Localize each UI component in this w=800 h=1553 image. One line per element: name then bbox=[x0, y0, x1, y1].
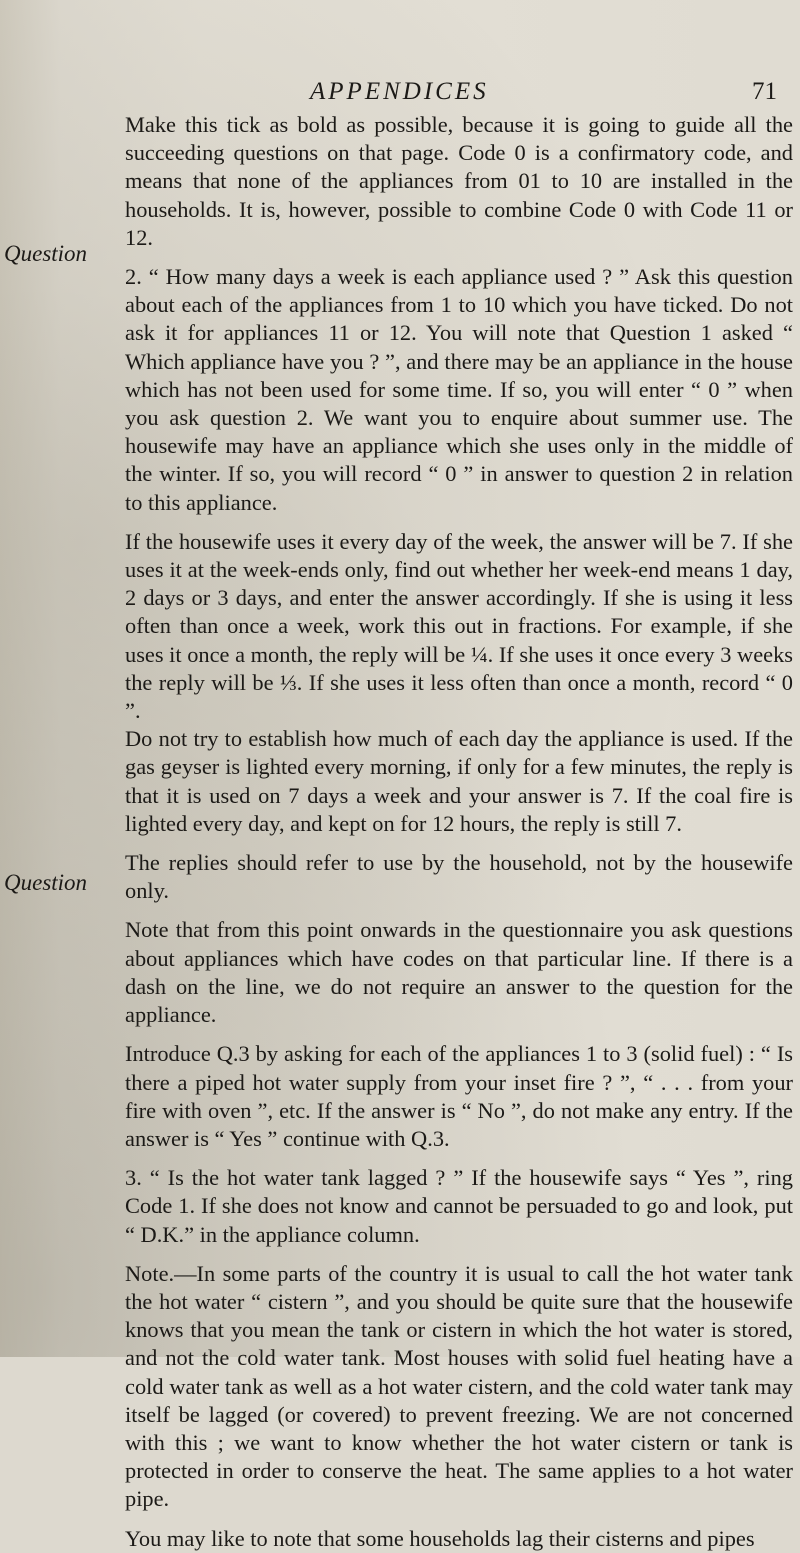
paragraph-code-0-note: Make this tick as bold as possible, because it is going to guide all the succeeding questions on that page. Code 0 is a confirmatory code, and means that none of the appliances from 01 to 10 are installed in the households. It is, however, possible to combine Code 0 with Code 11 or 12. bbox=[125, 112, 793, 250]
paragraph-days-per-week: If the housewife uses it every day of the week, the answer will be 7. If she uses it at the week-ends only, find out whether her week-end means 1 day, 2 days or 3 days, and enter the answer accordingly. If she is using it less often than once a week, work this out in fractions. For example, if she uses it once a month, the reply will be ¼. If she uses it once every 3 weeks the reply will be ⅓. If she uses it less often than once a month, record “ 0 ”. bbox=[125, 528, 793, 724]
body-text bbox=[125, 111, 793, 1553]
paragraph-lagging-note: You may like to note that some households lag their cisterns and pipes bbox=[125, 1525, 755, 1551]
paragraph-household-use: The replies should refer to use by the household, not by the housewife only. bbox=[125, 850, 793, 904]
margin-label-question-2: Question bbox=[4, 241, 88, 266]
running-title: APPENDICES bbox=[310, 78, 489, 105]
paragraph-question-2: 2. “ How many days a week is each appliance used ? ” Ask this question about each of the appliances from 1 to 10 which you have ticked. Do not ask it for appliances 11 or 12. You will note that Question 1 asked “ Which appliance have you ? ”, and there may be an appliance in the house which has not been used for some time. If so, you will enter “ 0 ” when you ask question 2. We want you to enquire about summer use. The housewife may have an appliance which she uses only in the middle of the winter. If so, you will record “ 0 ” in answer to question 2 in relation to this appliance. bbox=[125, 264, 793, 515]
paragraph-introduce-q3: Introduce Q.3 by asking for each of the appliances 1 to 3 (solid fuel) : “ Is there a piped hot water supply from your inset fire ? ”, “ . . . from your fire with oven ”, etc. If the answer is “ No ”, do not make any entry. If the answer is “ Yes ” continue with Q.3. bbox=[125, 1041, 793, 1151]
paragraph-daily-use: Do not try to establish how much of each day the appliance is used. If the gas geyser is lighted every morning, if only for a few minutes, the reply is that it is used on 7 days a week and your answer is 7. If the coal fire is lighted every day, and kept on for 12 hours, the reply is still 7. bbox=[125, 726, 793, 836]
paragraph-question-3: 3. “ Is the hot water tank lagged ? ” If the housewife says “ Yes ”, ring Code 1. If she does not know and cannot be persuaded to go and look, put “ D.K.” in the appliance column. bbox=[125, 1165, 793, 1247]
margin-label-question-3: Question bbox=[4, 870, 88, 895]
page-header bbox=[0, 78, 800, 108]
paragraph-cistern-note: Note.—In some parts of the country it is usual to call the hot water tank the hot water “ cistern ”, and you should be quite sure that the housewife knows that you mean the tank or cistern in which the hot water is stored, and not the cold water tank. Most houses with solid fuel heating have a cold water tank as well as a hot water cistern, and the cold water tank may itself be lagged (or covered) to prevent freezing. We are not concerned with this ; we want to know whether the hot water cistern or tank is protected in order to conserve the heat. The same applies to a hot water pipe. bbox=[125, 1260, 793, 1512]
paragraph-codes-note: Note that from this point onwards in the questionnaire you ask questions about appliances which have codes on that particular line. If there is a dash on the line, we do not require an answer to the question for the appliance. bbox=[125, 917, 793, 1028]
page-number: 71 bbox=[752, 78, 777, 105]
